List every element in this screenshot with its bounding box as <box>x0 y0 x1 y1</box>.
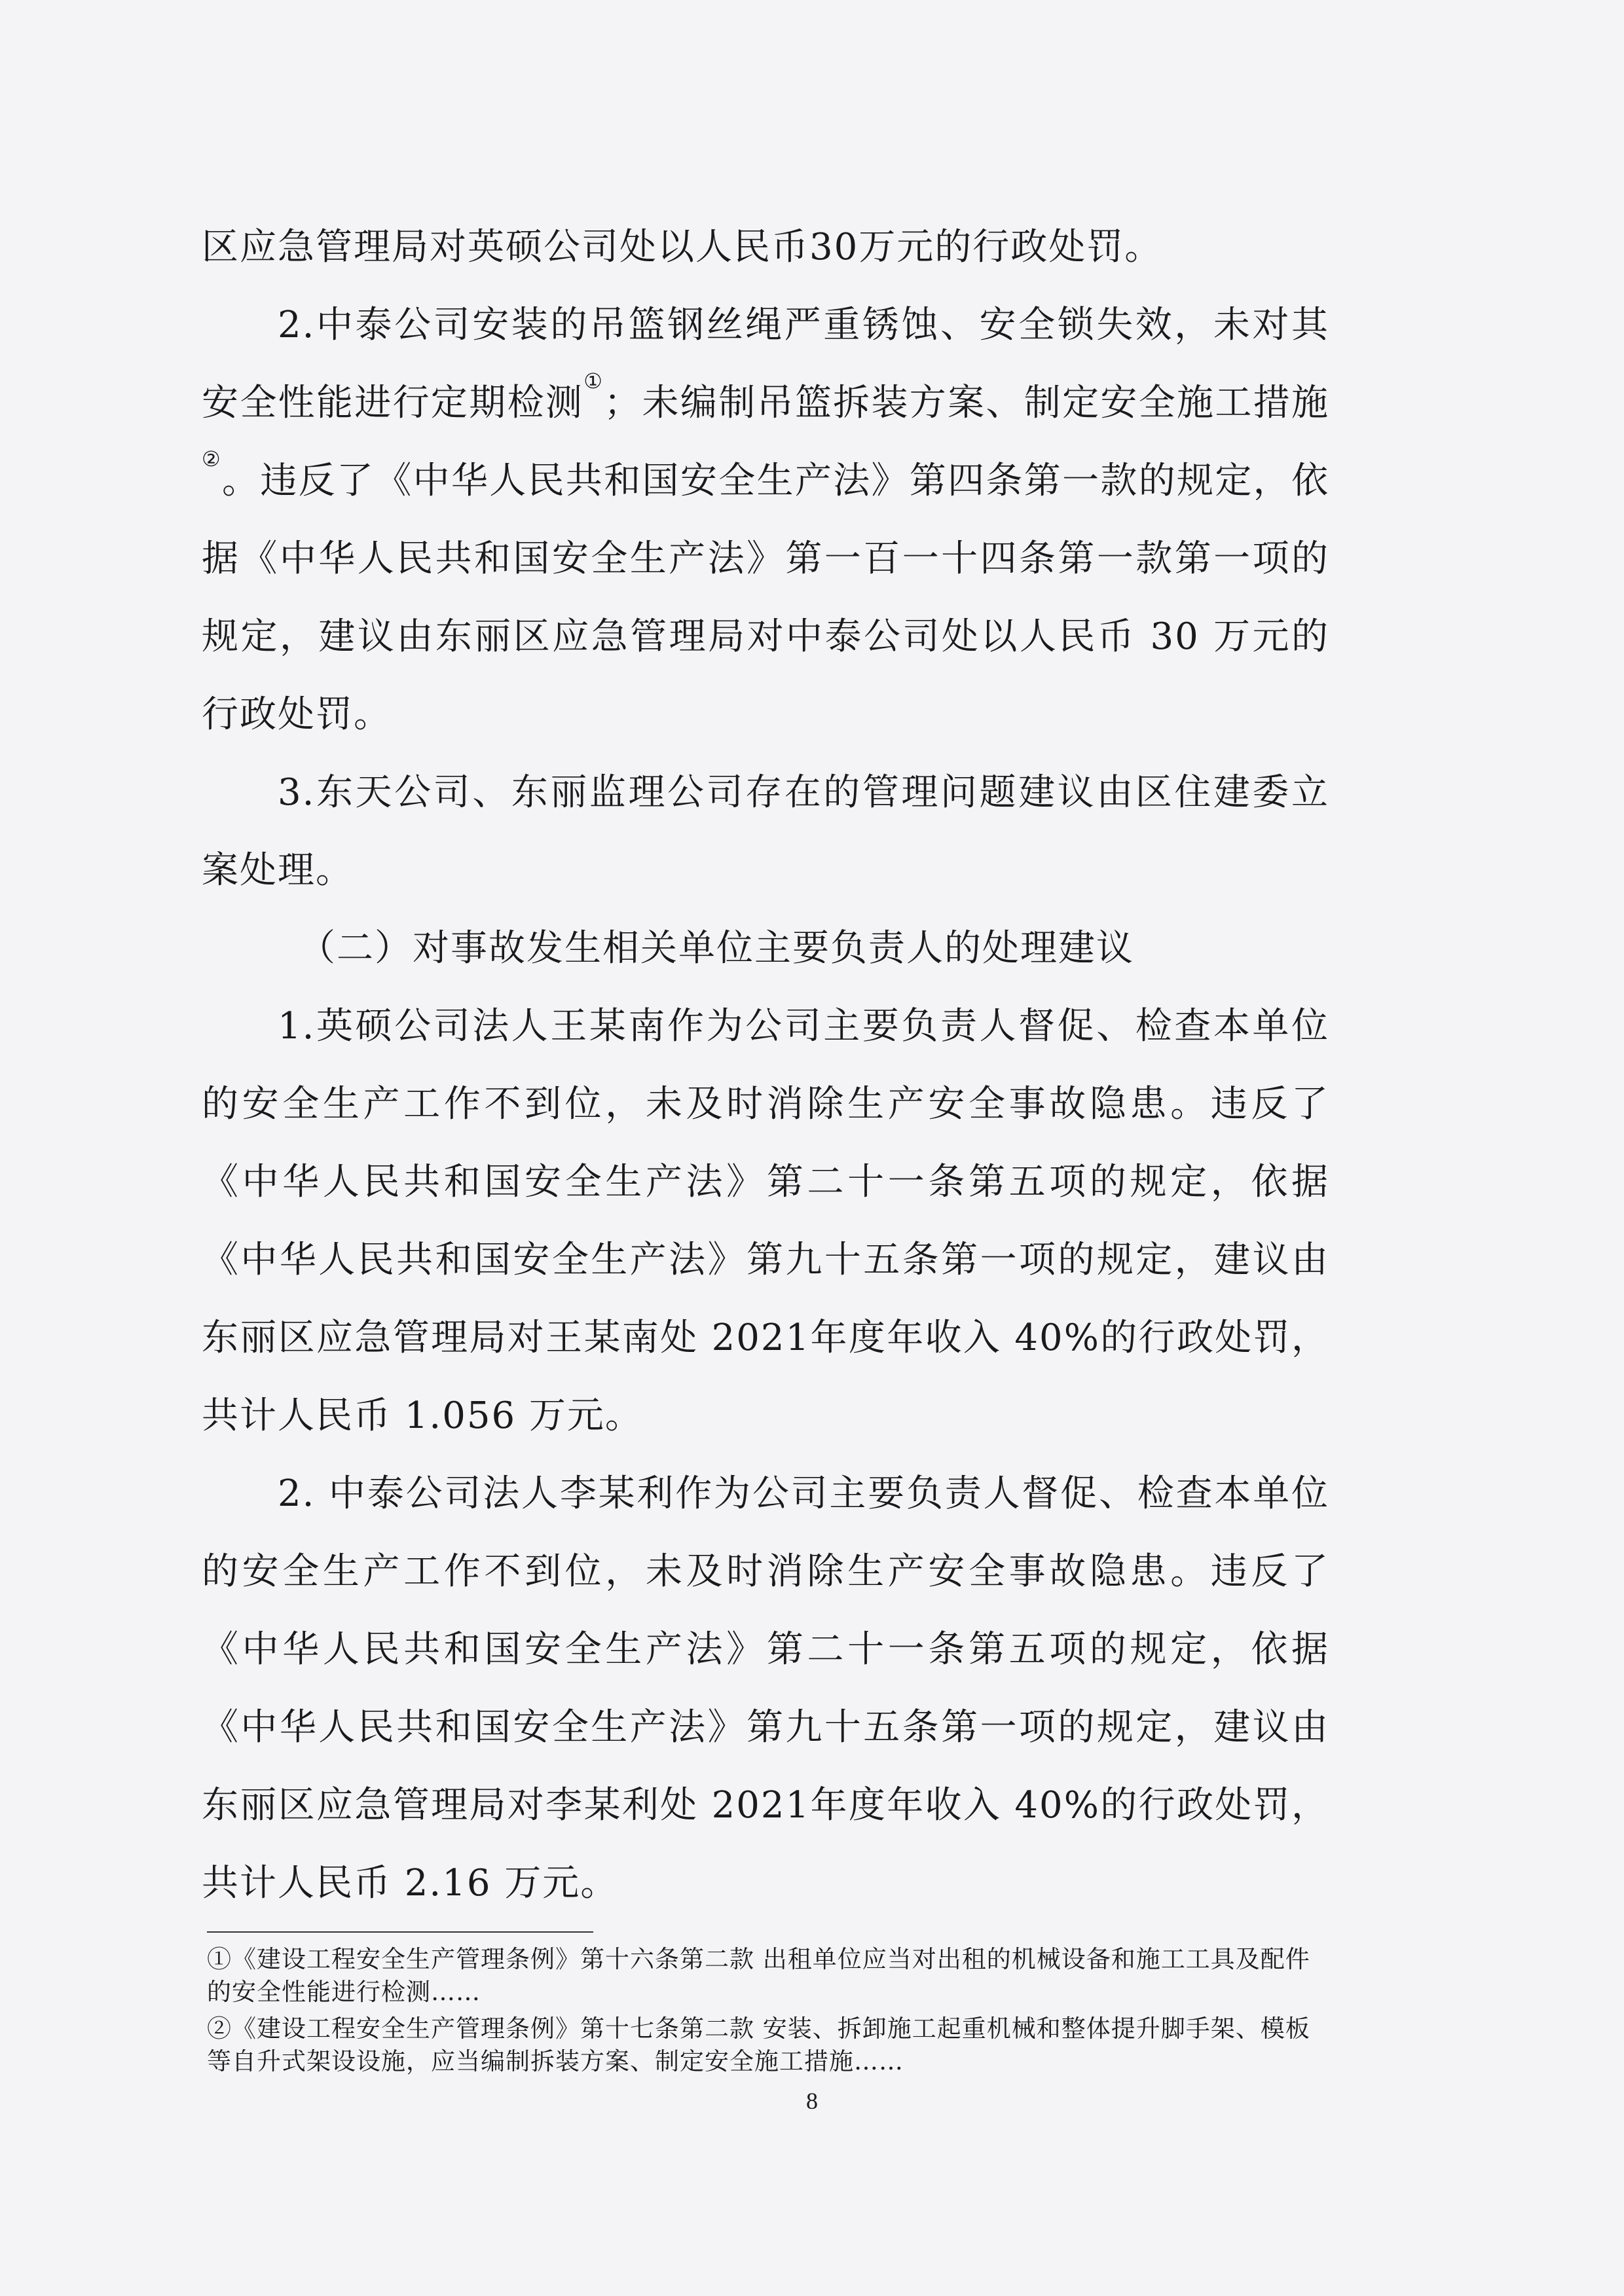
footnotes <box>207 1943 1331 2082</box>
footnote-ref-2: ② <box>202 446 223 471</box>
section-heading: （二）对事故发生相关单位主要负责人的处理建议 <box>299 927 1134 970</box>
paragraph-text: 。违反了《中华人民共和国安全生产法》第四条第一款的规定，依据《中华人民共和国安全生产法》第一百一十四条第一款第一项的规定，建议由东丽区应急管理局对中泰公司处以人民币 30 万元的行政处罚。 <box>202 460 1330 736</box>
footnote-ref-1: ① <box>583 369 604 393</box>
body-text <box>202 208 1329 1922</box>
footnote-1: ①《建设工程安全生产管理条例》第十六条第二款 出租单位应当对出租的机械设备和施工工具及配件的安全性能进行检测…… <box>207 1945 1310 2006</box>
paragraph-text: ；未编制吊篮拆装方案、制定安全施工措施 <box>604 382 1330 424</box>
paragraph-yingshuo-legal-person: 1.英硕公司法人王某南作为公司主要负责人督促、检查本单位的安全生产工作不到位，未及时消除生产安全事故隐患。违反了《中华人民共和国安全生产法》第二十一条第五项的规定，依据《中华人民共和国安全生产法》第九十五条第一项的规定，建议由东丽区应急管理局对王某南处 2021年度年收入 40%的行政处罚，共计人民币 1.056 万元。 <box>202 1005 1329 1437</box>
footnote-2: ②《建设工程安全生产管理条例》第十七条第二款 安装、拆卸施工起重机械和整体提升脚手架、模板等自升式架设设施，应当编制拆装方案、制定安全施工措施…… <box>207 2014 1310 2075</box>
paragraph-continued: 区应急管理局对英硕公司处以人民币30万元的行政处罚。 <box>202 226 1163 268</box>
paragraph-zhongtai-legal-person: 2. 中泰公司法人李某利作为公司主要负责人督促、检查本单位的安全生产工作不到位，未及时消除生产安全事故隐患。违反了《中华人民共和国安全生产法》第二十一条第五项的规定，依据《中华人民共和国安全生产法》第九十五条第一项的规定，建议由东丽区应急管理局对李某利处 2021年度年收入 40%的行政处罚，共计人民币 2.16 万元。 <box>202 1472 1329 1904</box>
paragraph-dongtian-company: 3.东天公司、东丽监理公司存在的管理问题建议由区住建委立案处理。 <box>202 771 1329 892</box>
paragraph-text: 2.中泰公司安装的吊篮钢丝绳严重锈蚀、安全锁失效，未对其安全性能进行定期检测 <box>202 304 1329 424</box>
footnote-divider <box>207 1931 593 1933</box>
page-number: 8 <box>806 2088 818 2114</box>
paragraph-zhongtai-company <box>202 286 1329 754</box>
